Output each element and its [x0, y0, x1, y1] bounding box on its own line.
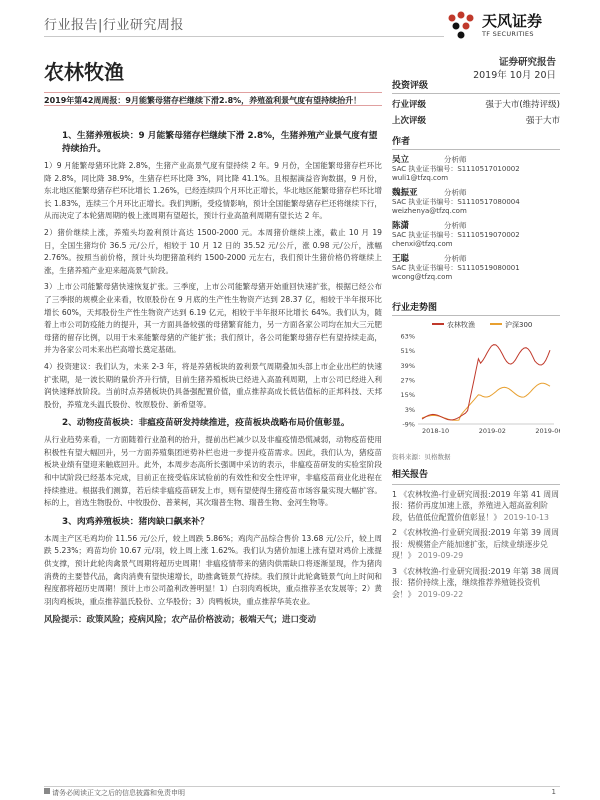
author-entry — [392, 188, 560, 216]
author-name: 魏振亚 — [392, 188, 418, 198]
author-entry — [392, 221, 560, 249]
report-category: 行业报告|行业研究周报 — [44, 18, 184, 33]
author-cert: SAC 执业证书编号：S1110519080001 — [392, 264, 520, 272]
related-report-item[interactable] — [392, 489, 560, 524]
rating-panel — [392, 78, 560, 126]
section-1-title: 1、生猪养殖板块：9 月能繁母猪存栏继续下滑 2.8%，生猪养殖产业景气度有望持续抬升。 — [62, 131, 378, 154]
x-tick-label: 2018-10 — [422, 427, 450, 435]
trend-chart-svg — [392, 316, 560, 446]
related-reports — [392, 470, 560, 600]
section-3-paragraph: 本周主产区毛鸡均价 11.56 元/公斤，较上周跌 5.86%；鸡肉产品综合售价 13.68 元/公斤，较上周跌 5.23%；鸡苗均价 10.67 元/羽，较上周上涨 1.62%。我们认为猪价加速上涨有望对鸡价上涨提供支撑，预计此轮肉禽景气周期将超历史周期！非瘟疫情带来的猪肉供需缺口将逐渐显现，作为猪肉消费的主要替代品，禽肉消费有望快速增长，助推禽链景气持续。我们预计此轮禽链景气向上时间和程度都将超历史周期！预计上市公司盈利改善明显！1）白羽肉鸡板块，重点推荐圣农发展等；2）黄羽肉鸡板块，重点推荐温氏股份、立华股份；3）肉鸭板块，重点推荐华英农业。 — [44, 533, 382, 606]
chart-source: 资料来源：贝格数据 — [392, 453, 451, 461]
author-cert: SAC 执业证书编号：S1110517080004 — [392, 198, 520, 206]
author-role: 分析师 — [444, 188, 467, 197]
author-cert: SAC 执业证书编号：S1110519070002 — [392, 231, 520, 239]
prev-rating-label: 上次评级 — [392, 116, 427, 126]
related-report-date: 2019-10-13 — [503, 512, 549, 522]
rating-row — [392, 98, 560, 110]
x-tick-label: 2019-06 — [535, 427, 560, 435]
section-3-title: 3、肉鸡养殖板块：猪肉缺口飙来补？ — [62, 516, 209, 527]
series-line-agri — [422, 345, 550, 420]
author-name: 吴立 — [392, 155, 410, 165]
legend-label: 沪深300 — [505, 321, 533, 329]
related-heading: 相关报告 — [392, 470, 560, 485]
authors-heading: 作者 — [392, 134, 560, 150]
series-line-hs300 — [422, 383, 550, 420]
legend-label: 农林牧渔 — [447, 321, 475, 329]
prev-rating-row — [392, 114, 560, 126]
author-email[interactable]: wuli1@tfzq.com — [392, 174, 449, 182]
rating-value: 强于大市(维持评级) — [485, 100, 560, 110]
industry-trend-chart — [392, 300, 560, 461]
chart-heading: 行业走势图 — [392, 300, 560, 316]
y-tick-label: -9% — [402, 420, 415, 429]
section-1-paragraph-1: 1）9 月能繁母猪环比降 2.8%，生猪产业高景气度有望持续 2 年。9 月份，全国能繁母猪存栏环比降 2.8%，同比降 38.9%，生猪存栏环比降 3%，同比降 41.1%。且根据滴益咨询数据，9 月份，东北地区能繁母猪存栏环比增长 1.26%，已经连续四个月环比正增长，华北地区能繁母猪存栏环比增长 1.83%，连续三个月环比正增长。我们判断，受疫情影响，预计全国能繁母猪存栏还将继续下行，从而决定了本轮猪周期的极上涨周期有望超长，预计行业高盈利周期有望长达 2 年。 — [44, 161, 382, 221]
risk-warning: 风险提示：政策风险；疫病风险；农产品价格波动；极端天气；进口变动 — [44, 615, 317, 626]
main-body — [44, 124, 382, 627]
related-report-date: 2019-09-29 — [417, 551, 464, 560]
rating-label: 行业评级 — [392, 100, 427, 110]
logo-text-en: TF SECURITIES — [482, 30, 534, 38]
author-entry — [392, 254, 560, 282]
author-entry — [392, 155, 560, 183]
author-name: 陈潇 — [392, 221, 410, 231]
y-tick-label: 3% — [404, 405, 415, 414]
qr-icon — [44, 788, 50, 794]
related-report-title[interactable]: 2 《农林牧渔-行业研究周报:2019 年第 39 周周报：规模猪企产能加速扩张，后续业绩逐步兑现！》 — [392, 528, 560, 560]
report-date: 2019年 10月 20日 — [473, 70, 556, 81]
section-2-title: 2、动物疫苗板块：非瘟疫苗研发持续推进，疫苗板块战略布局价值彰显。 — [62, 418, 350, 429]
author-role: 分析师 — [444, 254, 467, 263]
author-name: 王聪 — [392, 254, 410, 264]
prev-rating-value: 强于大市 — [525, 116, 560, 126]
section-1-paragraph-4: 4）投资建议：我们认为，未来 2-3 年，将是养猪板块的盈利景气周期叠加头部上市企业出栏的快速扩张期，是一波长期的量价齐升行情，目前生猪养殖板块已经进入高盈利周期，上市公司已经进入利润快速释放阶段。当前时点养猪板块仍具备强配置价值，重点推荐高成长低估值标的正邦科技、天邦股份，养殖龙头温氏股份、牧原股份、新希望等。 — [44, 361, 382, 409]
x-tick-label: 2019-02 — [478, 427, 506, 435]
related-report-item[interactable] — [392, 566, 560, 601]
y-tick-label: 15% — [400, 391, 415, 400]
page-number: 1 — [551, 788, 556, 796]
section-1-paragraph-2: 2）猪价继续上涨，养殖头均盈利预计高达 1500-2000 元。本周猪价继续上涨，截止 10 月 19 日，全国生猪均价 36.5 元/公斤，相较于 10 月 12 日的 35.52 元/公斤，涨 0.98 元/公斤，涨幅 2.76%。按照当前价格，预计头均肥猪盈利约 1500-2000 元左右，我们预计生猪价格仍将继续上涨，生猪养殖产业迎来超高景气阶段。 — [44, 227, 382, 275]
headline: 2019年第42周周报：9月能繁母猪存栏继续下滑2.8%，养殖盈利景气度有望持续抬升！ — [44, 92, 382, 106]
author-role: 分析师 — [444, 155, 467, 164]
company-logo — [444, 8, 564, 44]
author-role: 分析师 — [444, 221, 467, 230]
author-email[interactable]: weizhenya@tfzq.com — [392, 207, 467, 215]
rating-heading: 投资评级 — [392, 78, 560, 94]
footer-divider — [44, 786, 560, 787]
y-tick-label: 27% — [400, 376, 415, 385]
y-tick-label: 51% — [400, 347, 415, 356]
page-title: 农林牧渔 — [44, 60, 124, 84]
authors-panel — [392, 134, 560, 282]
y-tick-label: 63% — [400, 332, 415, 341]
header-divider — [44, 36, 444, 37]
section-1-paragraph-3: 3）上市公司能繁母猪快速恢复扩张。三季度，上市公司能繁母猪开始重回快速扩张，根据已经公布了三季报的规模企业来看，牧原股份在 9 月底的生产性生物资产达到 28.37 亿，相较于半年报环比增长 60%，天邦股份生产性生物资产达到 6.19 亿元，相较于半年报环比增长 64%。我们认为，随着上市公司防疫能力的提升，其一方面具备较强的母猪繁育能力，另一方面各家公司均在加大三元肥母猪的留存比例，以用于未来能繁母猪的产能扩张；我们预计，各公司能繁母猪存栏有望持续走高，并为各家公司未来出栏高增长奠定基础。 — [44, 282, 382, 355]
related-report-item[interactable] — [392, 527, 560, 562]
author-email[interactable]: wcong@tfzq.com — [392, 273, 453, 281]
author-cert: SAC 执业证书编号：S1110517010002 — [392, 165, 520, 173]
author-email[interactable]: chenxi@tfzq.com — [392, 240, 453, 248]
related-report-title[interactable]: 3 《农林牧渔-行业研究周报:2019 年第 38 周周报：猪价持续上涨，继续推荐养殖链投资机会！》 — [392, 566, 560, 599]
report-type: 证券研究报告 — [498, 57, 556, 68]
related-report-title[interactable]: 1 《农林牧渔-行业研究周报:2019 年第 41 周周报：猪价再度加速上涨，养殖进入超高盈利阶段，估值低位配置价值彰显！》 — [392, 489, 560, 522]
related-report-date: 2019-09-22 — [417, 589, 464, 599]
logo-text-cn: 天风证券 — [482, 12, 543, 30]
disclaimer-text: 请务必阅读正文之后的信息披露和免责申明 — [52, 789, 185, 797]
section-2-paragraph: 从行业趋势来看，一方面随着行业盈利的抬升，提前出栏减少以及非瘟疫情恐慌减弱，动物疫苗使用积极性有望大幅回升，另一方面养殖集团逆势补栏也进一步提升疫苗需求。因此，我们认为，猪疫苗板块业绩有望迎来触底回升。此外，本周步态高所长强调中采访的表示，非瘟疫苗研发的实验室阶段和中试阶段已经基本完成，目前正在接受临床试验前的有效性和安全性评审，非瘟疫苗商业化进程在持续推进。根据我们测算，若后续非瘟疫苗研发上市，则有望使得生猪疫苗市场容量实现大幅扩容。标的上，首选生物股份、中牧股份、普莱柯，其次瑞普生物、瑞普生物、金河生物等。 — [44, 435, 382, 508]
y-tick-label: 39% — [400, 361, 415, 370]
logo-icon — [444, 10, 478, 42]
